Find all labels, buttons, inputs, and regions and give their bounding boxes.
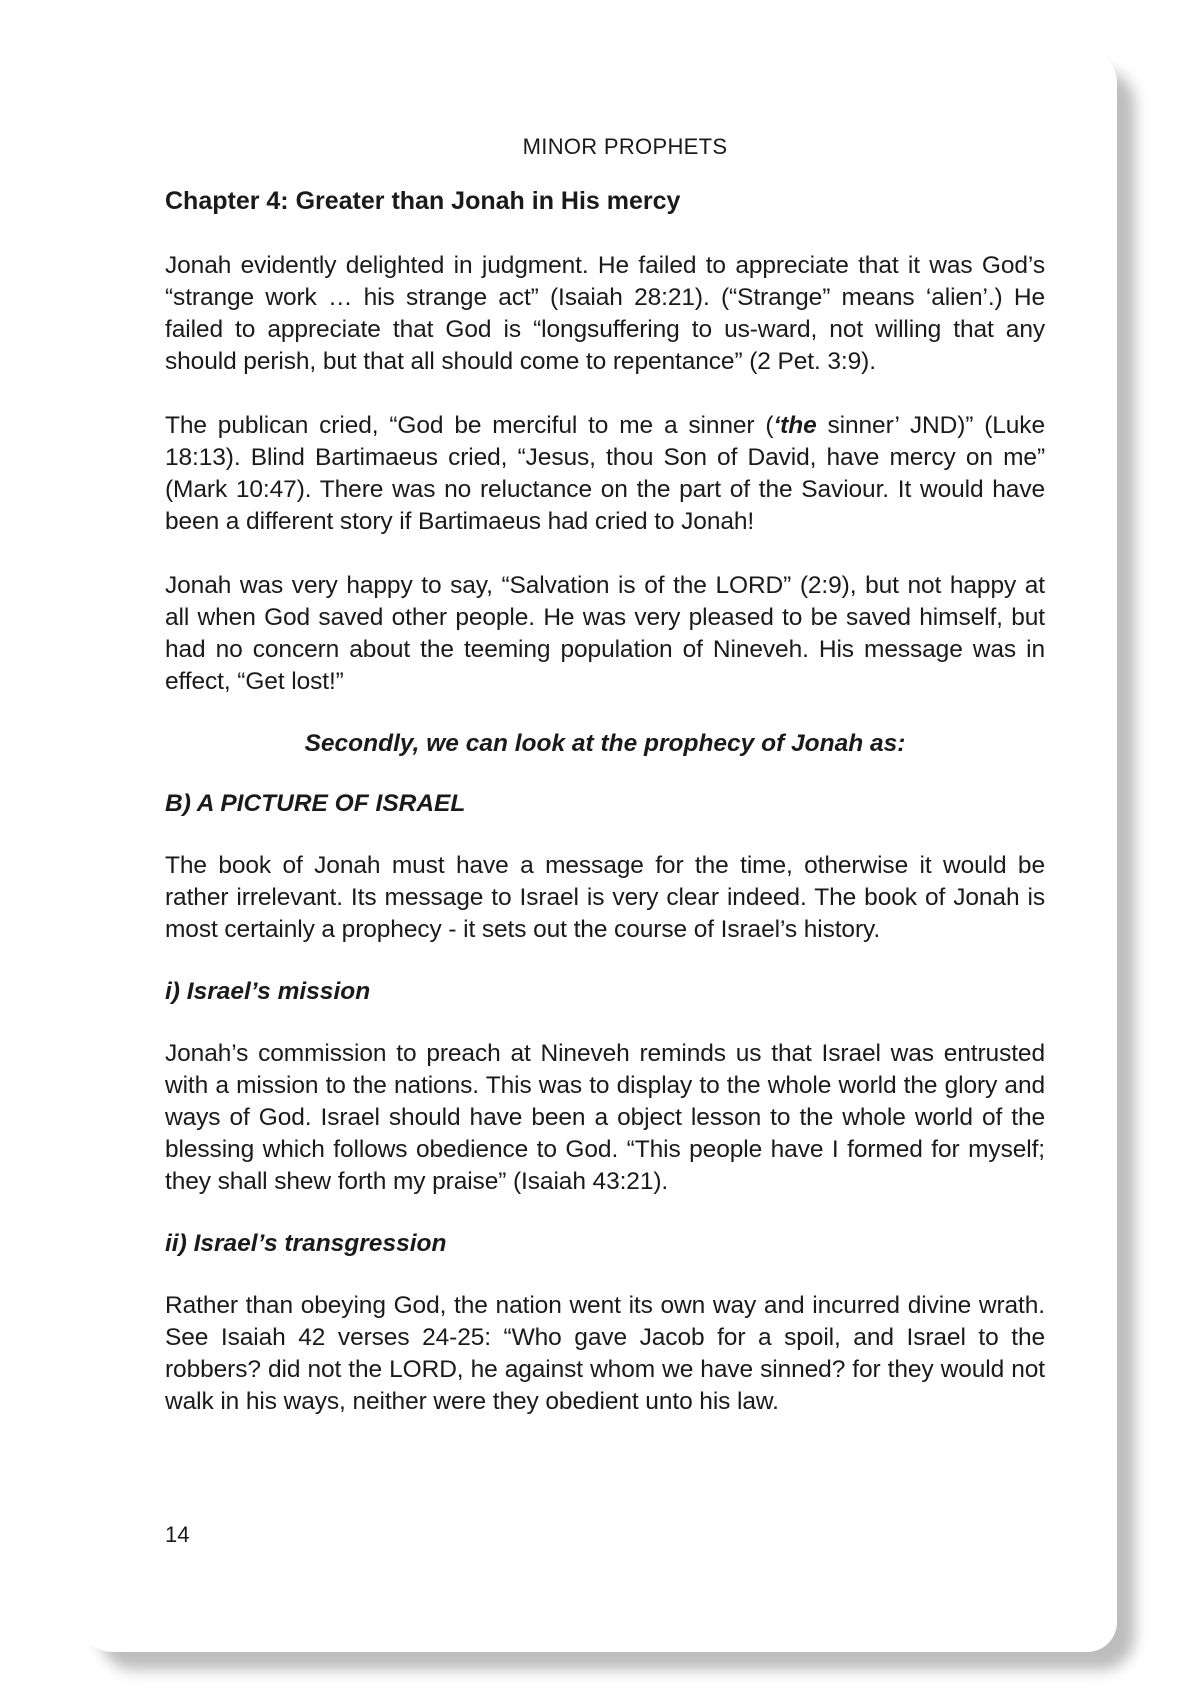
page-number: 14 bbox=[165, 1522, 190, 1547]
emphasis-the: ‘the bbox=[773, 412, 817, 439]
chapter-title: Chapter 4: Greater than Jonah in His mercy bbox=[165, 187, 681, 215]
paragraph-publican bbox=[165, 410, 1045, 538]
paragraph-publican-text-end: sinner’ JND)” (Luke 18:13). Blind Bartimaeus cried, “Jesus, thou Son of David, have mercy on me” (Mark 10:47). There was no reluctance on the part of the Saviour. It would have been a different story if Bartimaeus had cried to Jonah! bbox=[165, 412, 1045, 535]
paragraph-salvation: Jonah was very happy to say, “Salvation is of the LORD” (2:9), but not happy at all when God saved other people. He was very pleased to be saved himself, but had no concern about the teeming population of Nineveh. His message was in effect, “Get lost!” bbox=[165, 572, 1045, 695]
paragraph-transgression: Rather than obeying God, the nation went its own way and incurred divine wrath. See Isaiah 42 verses 24-25: “Who gave Jacob for a spoil, and Israel to the robbers? did not the LORD, he against whom we have sinned? for they would not walk in his ways, neither were they obedient unto his law. bbox=[165, 1292, 1045, 1415]
section-title: B) A PICTURE OF ISRAEL bbox=[165, 790, 466, 817]
paragraph-judgment: Jonah evidently delighted in judgment. He failed to appreciate that it was God’s “strange work … his strange act” (Isaiah 28:21). (“Strange” means ‘alien’.) He failed to appreciate that God is “longsuffering to us-ward, not willing that any should perish, but that all should come to repentance” (2 Pet. 3:9). bbox=[165, 252, 1045, 375]
paragraph-mission: Jonah’s commission to preach at Nineveh reminds us that Israel was entrusted with a mission to the nations. This was to display to the whole world the glory and ways of God. Israel should have been a object lesson to the whole world of the blessing which follows obedience to God. “This people have I formed for myself; they shall shew forth my praise” (Isaiah 43:21). bbox=[165, 1040, 1045, 1195]
subheading-mission: i) Israel’s mission bbox=[165, 978, 371, 1005]
page-content bbox=[165, 134, 1045, 1450]
subheading-transgression: ii) Israel’s transgression bbox=[165, 1230, 447, 1257]
paragraph-message: The book of Jonah must have a message for the time, otherwise it would be rather irrelevant. Its message to Israel is very clear indeed. The book of Jonah is most certainly a prophecy - it sets out the course of Israel’s history. bbox=[165, 852, 1045, 943]
paragraph-publican-text-start: The publican cried, “God be merciful to me a sinner ( bbox=[165, 412, 774, 439]
running-head: MINOR PROPHETS bbox=[522, 134, 728, 159]
section-intro: Secondly, we can look at the prophecy of Jonah as: bbox=[304, 730, 906, 757]
